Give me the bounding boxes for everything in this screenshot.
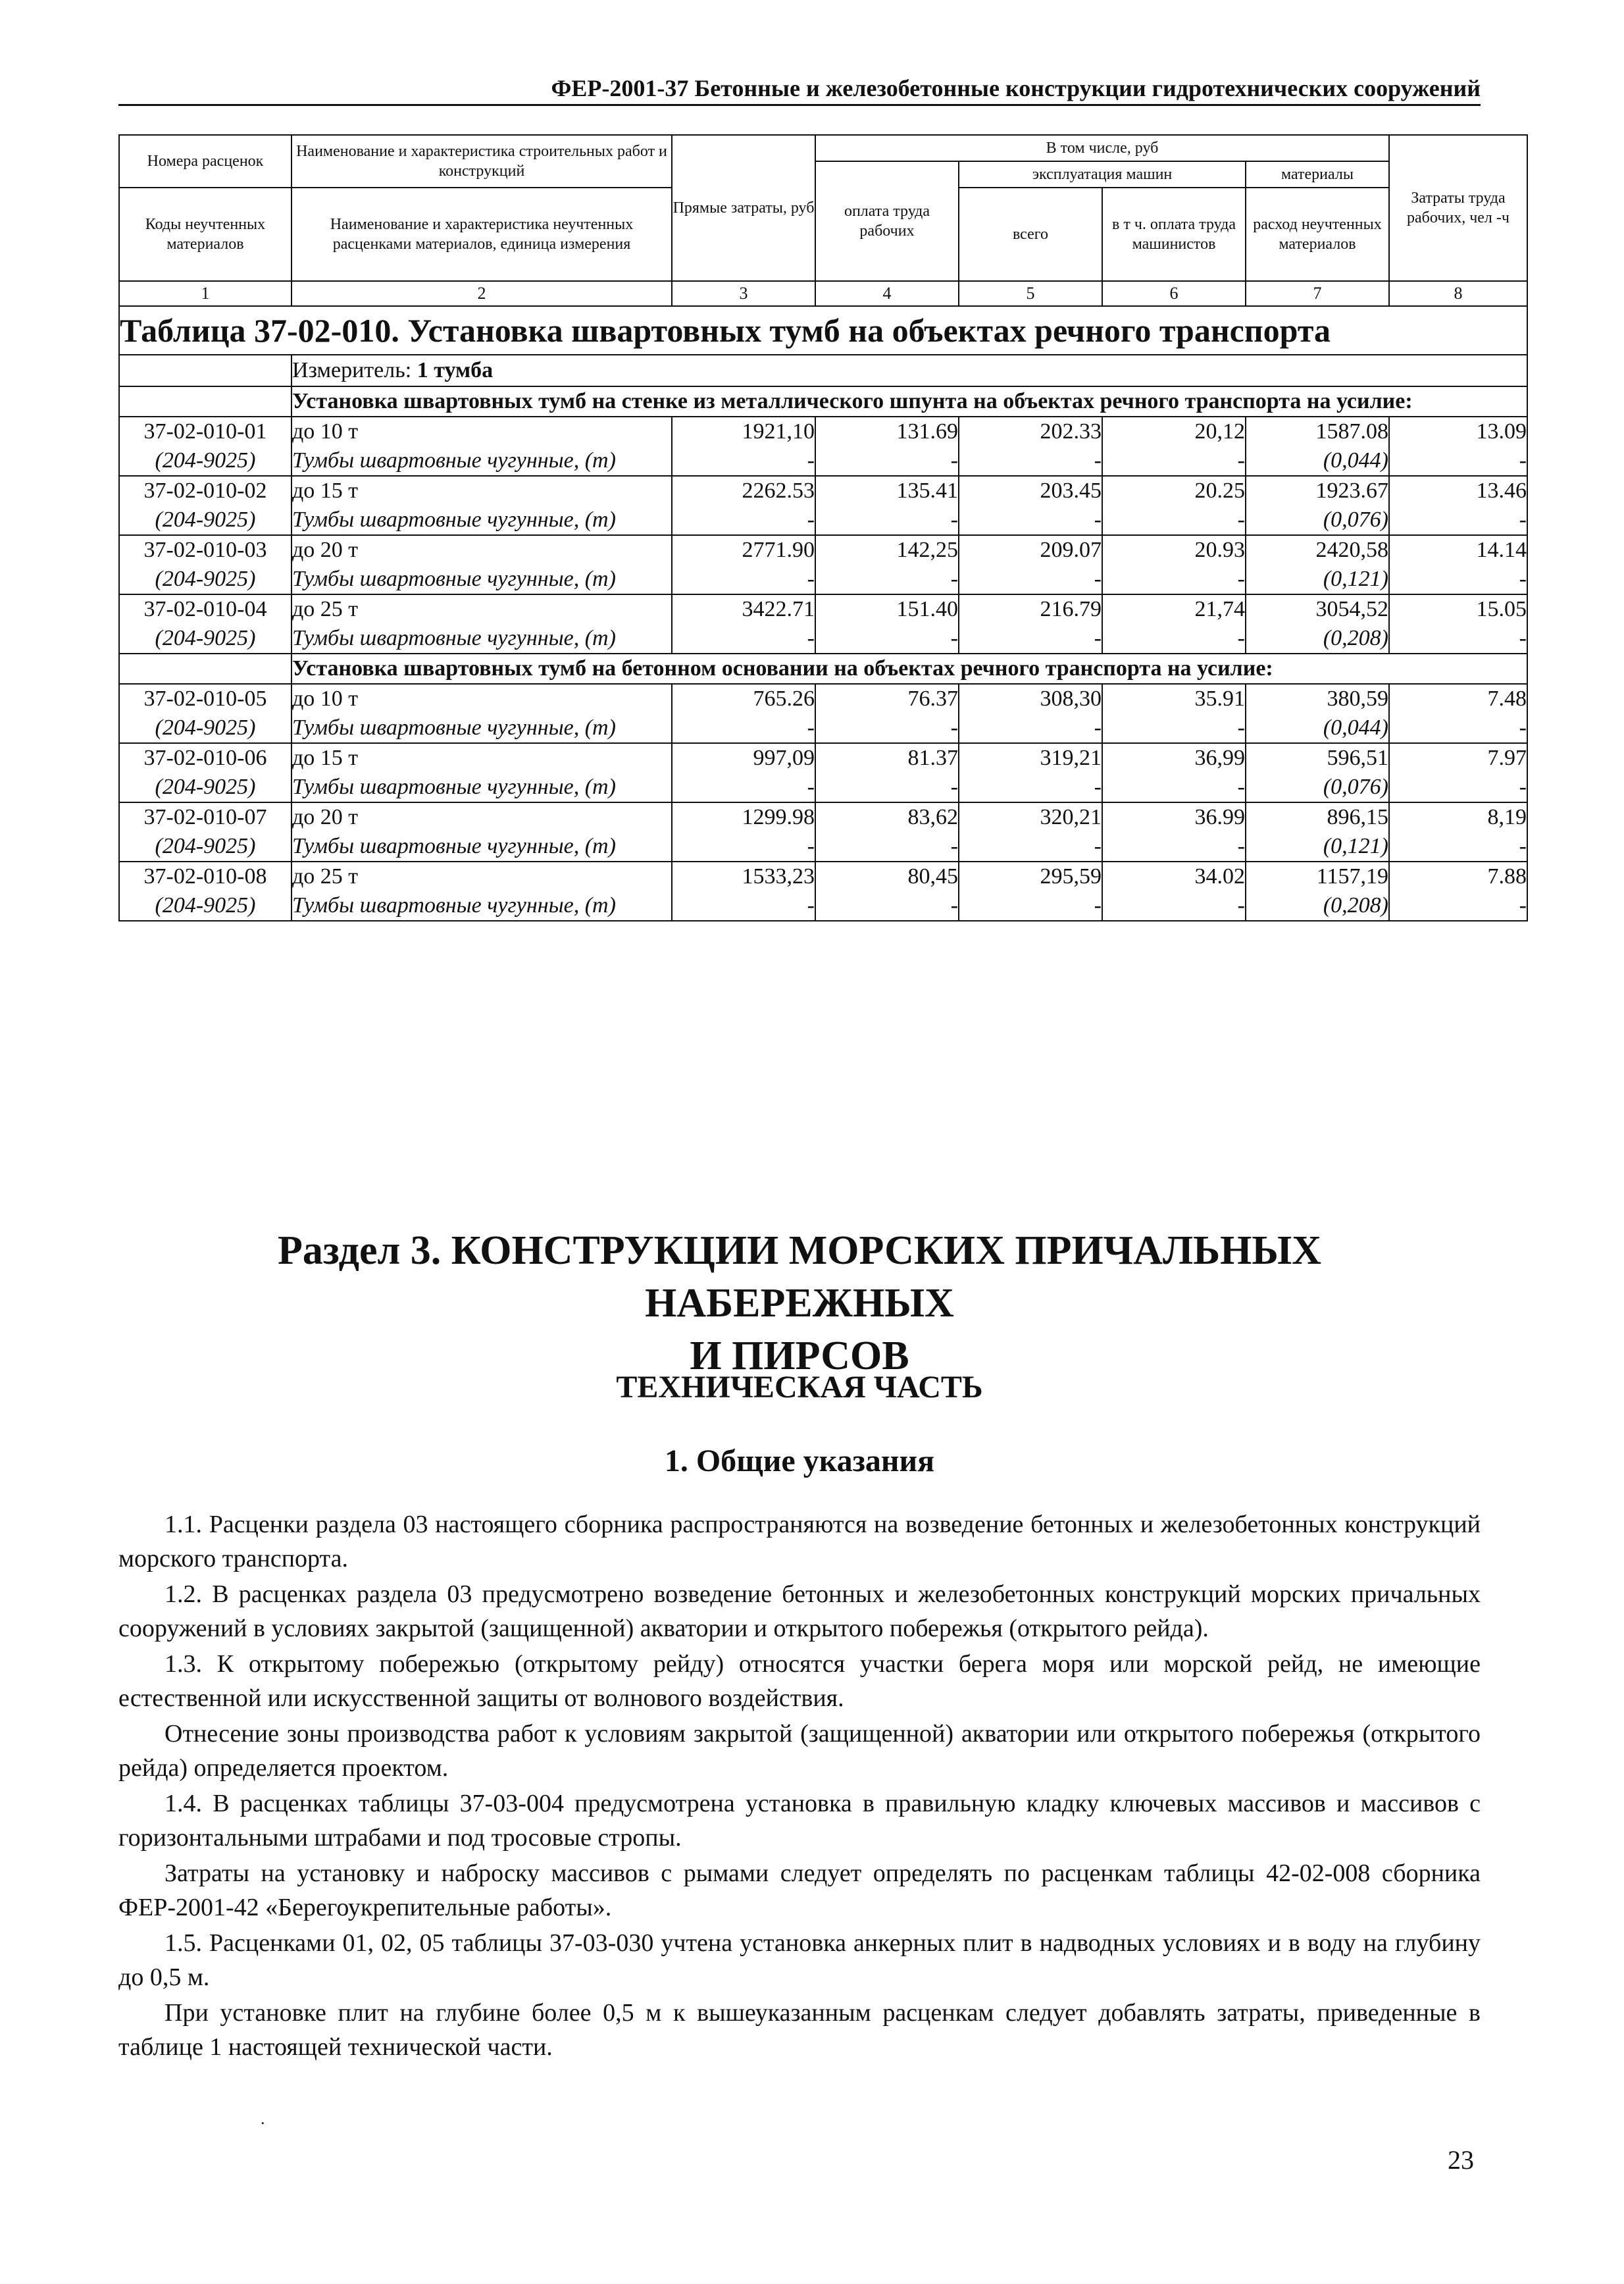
value-cell — [672, 417, 815, 476]
rate-code-cell — [119, 535, 292, 594]
value-cell — [959, 476, 1102, 535]
value: 8,19 — [1487, 805, 1527, 829]
dash: - — [807, 893, 815, 918]
resource-quantity: (0,121) — [1323, 567, 1388, 591]
col-number: 2 — [292, 281, 672, 306]
dash: - — [950, 507, 958, 532]
dash: - — [1519, 567, 1527, 591]
rate-name: до 20 т — [292, 538, 359, 562]
col-number: 4 — [815, 281, 959, 306]
table-row — [119, 476, 1527, 535]
value: 765.26 — [753, 687, 815, 711]
col-number: 8 — [1389, 281, 1527, 306]
paragraph: При установке плит на глубине более 0,5 м к вышеуказанным расценкам следует добавлять затраты, приведенные в таблице 1 настоящей технической части. — [118, 1999, 1481, 2061]
value: 15.05 — [1476, 597, 1527, 621]
technical-part-text — [118, 1507, 1481, 2064]
paragraph: 1.3. К открытому побережью (открытому рейду) относятся участки берега моря или морской рейд, не имеющие естественной или искусственной защиты от волнового воздействия. — [118, 1650, 1481, 1712]
rate-name-cell — [292, 417, 672, 476]
paragraph: Затраты на установку и наброску массивов с рымами следует определять по расценкам таблицы 42-02-008 сборника ФЕР-2001-42 «Берегоукрепительные работы». — [118, 1859, 1481, 1921]
value: 896,15 — [1327, 805, 1388, 829]
value: 295,59 — [1040, 864, 1102, 889]
value: 14.14 — [1476, 538, 1527, 562]
rate-name-cell — [292, 862, 672, 921]
dash: - — [950, 893, 958, 918]
stray-mark: . — [261, 2109, 265, 2128]
value-cell — [815, 743, 959, 802]
meter-label: Измеритель: — [292, 358, 412, 382]
value: 320,21 — [1040, 805, 1102, 829]
value: 135.41 — [896, 479, 958, 503]
value-cell — [672, 862, 815, 921]
rate-name: до 20 т — [292, 805, 359, 829]
value: 2262.53 — [742, 479, 815, 503]
th-unaccounted-material-use: расход неучтенных материалов — [1246, 188, 1389, 281]
dash: - — [1519, 834, 1527, 858]
dash: - — [1237, 626, 1245, 650]
dash: - — [807, 567, 815, 591]
dash: - — [1094, 507, 1102, 532]
value: 151.40 — [896, 597, 958, 621]
value-cell — [672, 684, 815, 743]
value: 2771.90 — [742, 538, 815, 562]
resource-quantity: (0,044) — [1323, 715, 1388, 740]
col-number: 7 — [1246, 281, 1389, 306]
th-incl-operator-pay: в т ч. оплата труда машинистов — [1102, 188, 1246, 281]
dash: - — [1519, 507, 1527, 532]
th-labor-pay: оплата труда рабочих — [815, 161, 959, 281]
th-direct-costs: Прямые затраты, руб — [672, 135, 815, 281]
dash: - — [950, 775, 958, 799]
value: 36,99 — [1194, 746, 1245, 770]
resource-quantity: (0,076) — [1323, 775, 1388, 799]
resource-name: Тумбы швартовные чугунные, (т) — [292, 448, 616, 473]
labor-cell — [1389, 802, 1527, 862]
value-cell — [815, 535, 959, 594]
value: 1587.08 — [1315, 419, 1388, 444]
paragraph: 1.2. В расценках раздела 03 предусмотрено возведение бетонных и железобетонных конструкций морских причальных сооружений в условиях закрытой (защищенной) акватории и открытого побережья (открытого рейда). — [118, 1580, 1481, 1642]
th-machine-operation: эксплуатация машин — [959, 161, 1246, 188]
rates-table — [118, 134, 1528, 921]
dash: - — [1237, 507, 1245, 532]
value-cell — [959, 802, 1102, 862]
table-row — [119, 802, 1527, 862]
resource-name: Тумбы швартовные чугунные, (т) — [292, 507, 616, 532]
value: 76.37 — [907, 687, 958, 711]
rate-name: до 25 т — [292, 864, 359, 889]
dash: - — [1519, 893, 1527, 918]
value: 202.33 — [1040, 419, 1102, 444]
value: 308,30 — [1040, 687, 1102, 711]
dash: - — [1237, 715, 1245, 740]
rate-name: до 10 т — [292, 419, 359, 444]
resource-code: (204-9025) — [155, 715, 256, 740]
rate-name-cell — [292, 684, 672, 743]
table-row — [119, 594, 1527, 654]
col-number: 5 — [959, 281, 1102, 306]
value: 13.09 — [1476, 419, 1527, 444]
dash: - — [1094, 567, 1102, 591]
value-cell — [1102, 802, 1246, 862]
th-unaccounted-codes: Коды неучтенных материалов — [119, 188, 292, 281]
rate-code-cell — [119, 802, 292, 862]
value: 380,59 — [1327, 687, 1388, 711]
labor-cell — [1389, 684, 1527, 743]
rate-name-cell — [292, 535, 672, 594]
rate-code-cell — [119, 862, 292, 921]
value: 319,21 — [1040, 746, 1102, 770]
value-cell — [815, 684, 959, 743]
value: 3054,52 — [1315, 597, 1388, 621]
th-including: В том числе, руб — [815, 135, 1389, 161]
rate-code-cell — [119, 417, 292, 476]
dash: - — [1094, 448, 1102, 473]
dash: - — [1519, 626, 1527, 650]
value-cell — [672, 476, 815, 535]
value: 1923.67 — [1315, 479, 1388, 503]
paragraph: 1.5. Расценками 01, 02, 05 таблицы 37-03-030 учтена установка анкерных плит в надводных условиях и в воду на глубину до 0,5 м. — [118, 1929, 1481, 1991]
dash: - — [1237, 893, 1245, 918]
value: 7.97 — [1487, 746, 1527, 770]
th-labor-costs: Затраты труда рабочих, чел -ч — [1389, 135, 1527, 281]
value: 21,74 — [1194, 597, 1245, 621]
meter-value: 1 тумба — [417, 358, 494, 382]
rate-name-cell — [292, 594, 672, 654]
general-instructions-heading: 1. Общие указания — [664, 1443, 935, 1478]
materials-cell — [1246, 476, 1389, 535]
rate-code: 37-02-010-01 — [143, 419, 267, 444]
rate-name-cell — [292, 743, 672, 802]
value-cell — [1102, 476, 1246, 535]
meter-line — [292, 355, 1527, 386]
dash: - — [950, 626, 958, 650]
dash: - — [807, 715, 815, 740]
resource-name: Тумбы швартовные чугунные, (т) — [292, 775, 616, 799]
labor-cell — [1389, 417, 1527, 476]
dash: - — [1094, 715, 1102, 740]
table-title: Таблица 37-02-010. Установка швартовных тумб на объектах речного транспорта — [119, 306, 1527, 355]
labor-cell — [1389, 594, 1527, 654]
col-number: 6 — [1102, 281, 1246, 306]
value-cell — [815, 862, 959, 921]
group-heading: Установка швартовных тумб на стенке из металлического шпунта на объектах речного транспорта на усилие: — [292, 386, 1527, 417]
value: 997,09 — [753, 746, 815, 770]
dash: - — [1237, 834, 1245, 858]
dash: - — [1094, 893, 1102, 918]
materials-cell — [1246, 862, 1389, 921]
resource-code: (204-9025) — [155, 893, 256, 918]
value-cell — [1102, 417, 1246, 476]
dash: - — [1094, 775, 1102, 799]
value: 1157,19 — [1316, 864, 1388, 889]
th-total: всего — [959, 188, 1102, 281]
dash: - — [950, 834, 958, 858]
resource-name: Тумбы швартовные чугунные, (т) — [292, 567, 616, 591]
dash: - — [807, 448, 815, 473]
value-cell — [672, 535, 815, 594]
paragraph: 1.4. В расценках таблицы 37-03-004 предусмотрена установка в правильную кладку ключевых массивов и массивов с горизонтальными штрабами и под тросовые стропы. — [118, 1790, 1481, 1852]
materials-cell — [1246, 417, 1389, 476]
rate-code: 37-02-010-06 — [143, 746, 267, 770]
value: 83,62 — [907, 805, 958, 829]
value-cell — [1102, 684, 1246, 743]
table-row — [119, 535, 1527, 594]
resource-code: (204-9025) — [155, 834, 256, 858]
labor-cell — [1389, 743, 1527, 802]
paragraph: 1.1. Расценки раздела 03 настоящего сборника распространяются на возведение бетонных и железобетонных конструкций морского транспорта. — [118, 1511, 1481, 1572]
resource-quantity: (0,208) — [1323, 893, 1388, 918]
resource-name: Тумбы швартовные чугунные, (т) — [292, 626, 616, 650]
value-cell — [1102, 594, 1246, 654]
th-rate-numbers: Номера расценок — [119, 135, 292, 188]
value: 36.99 — [1194, 805, 1245, 829]
th-work-name: Наименование и характеристика строительных работ и конструкций — [292, 135, 672, 188]
resource-code: (204-9025) — [155, 626, 256, 650]
value: 142,25 — [896, 538, 958, 562]
materials-cell — [1246, 684, 1389, 743]
value-cell — [672, 594, 815, 654]
rate-code: 37-02-010-07 — [143, 805, 267, 829]
value: 203.45 — [1040, 479, 1102, 503]
value-cell — [1102, 743, 1246, 802]
dash: - — [950, 567, 958, 591]
section-title-line2: И ПИРСОВ — [690, 1334, 909, 1378]
value: 216.79 — [1040, 597, 1102, 621]
page-number: 23 — [1448, 2145, 1474, 2175]
dash: - — [1519, 715, 1527, 740]
value-cell — [672, 802, 815, 862]
value: 81.37 — [907, 746, 958, 770]
th-unaccounted-names: Наименование и характеристика неучтенных расценками материалов, единица измерения — [292, 188, 672, 281]
value: 34.02 — [1194, 864, 1245, 889]
dash: - — [807, 507, 815, 532]
dash: - — [1237, 775, 1245, 799]
resource-quantity: (0,076) — [1323, 507, 1388, 532]
value-cell — [815, 476, 959, 535]
value: 1299.98 — [742, 805, 815, 829]
resource-name: Тумбы швартовные чугунные, (т) — [292, 893, 616, 918]
resource-code: (204-9025) — [155, 448, 256, 473]
dash: - — [1237, 567, 1245, 591]
rate-code-cell — [119, 684, 292, 743]
rate-name: до 15 т — [292, 746, 359, 770]
th-materials: материалы — [1246, 161, 1389, 188]
rate-name: до 10 т — [292, 687, 359, 711]
section-title — [118, 1224, 1481, 1382]
value: 35.91 — [1194, 687, 1245, 711]
labor-cell — [1389, 862, 1527, 921]
value-cell — [959, 684, 1102, 743]
dash: - — [950, 448, 958, 473]
value: 1921,10 — [742, 419, 815, 444]
value: 3422.71 — [742, 597, 815, 621]
value: 20,12 — [1194, 419, 1245, 444]
labor-cell — [1389, 476, 1527, 535]
dash: - — [1519, 448, 1527, 473]
rate-name-cell — [292, 476, 672, 535]
rate-code: 37-02-010-08 — [143, 864, 267, 889]
value-cell — [959, 743, 1102, 802]
rate-code: 37-02-010-05 — [143, 687, 267, 711]
value-cell — [959, 535, 1102, 594]
dash: - — [1094, 834, 1102, 858]
materials-cell — [1246, 743, 1389, 802]
page-header: ФЕР-2001-37 Бетонные и железобетонные конструкции гидротехнических сооружений — [551, 75, 1481, 101]
value: 1533,23 — [742, 864, 815, 889]
table-row — [119, 743, 1527, 802]
header-rule — [118, 104, 1481, 106]
value: 20.93 — [1194, 538, 1245, 562]
resource-quantity: (0,121) — [1323, 834, 1388, 858]
value-cell — [959, 417, 1102, 476]
materials-cell — [1246, 594, 1389, 654]
resource-name: Тумбы швартовные чугунные, (т) — [292, 715, 616, 740]
value-cell — [815, 417, 959, 476]
value-cell — [959, 594, 1102, 654]
value: 596,51 — [1327, 746, 1388, 770]
table-row — [119, 417, 1527, 476]
rate-code: 37-02-010-04 — [143, 597, 267, 621]
value: 2420,58 — [1315, 538, 1388, 562]
materials-cell — [1246, 535, 1389, 594]
group-heading: Установка швартовных тумб на бетонном основании на объектах речного транспорта на усилие: — [292, 654, 1527, 684]
resource-code: (204-9025) — [155, 567, 256, 591]
dash: - — [950, 715, 958, 740]
labor-cell — [1389, 535, 1527, 594]
technical-part-heading: ТЕХНИЧЕСКАЯ ЧАСТЬ — [616, 1370, 983, 1405]
value: 7.48 — [1487, 687, 1527, 711]
resource-code: (204-9025) — [155, 775, 256, 799]
rate-code: 37-02-010-02 — [143, 479, 267, 503]
value-cell — [815, 594, 959, 654]
rate-code-cell — [119, 743, 292, 802]
dash: - — [1519, 775, 1527, 799]
resource-quantity: (0,208) — [1323, 626, 1388, 650]
dash: - — [807, 626, 815, 650]
value-cell — [959, 862, 1102, 921]
value-cell — [672, 743, 815, 802]
value: 20.25 — [1194, 479, 1245, 503]
col-number: 1 — [119, 281, 292, 306]
dash: - — [807, 834, 815, 858]
table-row — [119, 684, 1527, 743]
resource-name: Тумбы швартовные чугунные, (т) — [292, 834, 616, 858]
materials-cell — [1246, 802, 1389, 862]
dash: - — [1237, 448, 1245, 473]
paragraph: Отнесение зоны производства работ к условиям закрытой (защищенной) акватории или открытого побережья (открытого рейда) определяется проектом. — [118, 1720, 1481, 1782]
value: 131.69 — [896, 419, 958, 444]
value-cell — [815, 802, 959, 862]
rate-name: до 15 т — [292, 479, 359, 503]
value: 7.88 — [1487, 864, 1527, 889]
value: 80,45 — [907, 864, 958, 889]
resource-code: (204-9025) — [155, 507, 256, 532]
dash: - — [807, 775, 815, 799]
table-row — [119, 862, 1527, 921]
section-title-line1: Раздел 3. КОНСТРУКЦИИ МОРСКИХ ПРИЧАЛЬНЫХ НАБЕРЕЖНЫХ — [277, 1228, 1322, 1326]
rate-code: 37-02-010-03 — [143, 538, 267, 562]
rate-code-cell — [119, 476, 292, 535]
value: 13.46 — [1476, 479, 1527, 503]
dash: - — [1094, 626, 1102, 650]
rate-code-cell — [119, 594, 292, 654]
rate-name: до 25 т — [292, 597, 359, 621]
value-cell — [1102, 862, 1246, 921]
value-cell — [1102, 535, 1246, 594]
resource-quantity: (0,044) — [1323, 448, 1388, 473]
rate-name-cell — [292, 802, 672, 862]
value: 209.07 — [1040, 538, 1102, 562]
col-number: 3 — [672, 281, 815, 306]
